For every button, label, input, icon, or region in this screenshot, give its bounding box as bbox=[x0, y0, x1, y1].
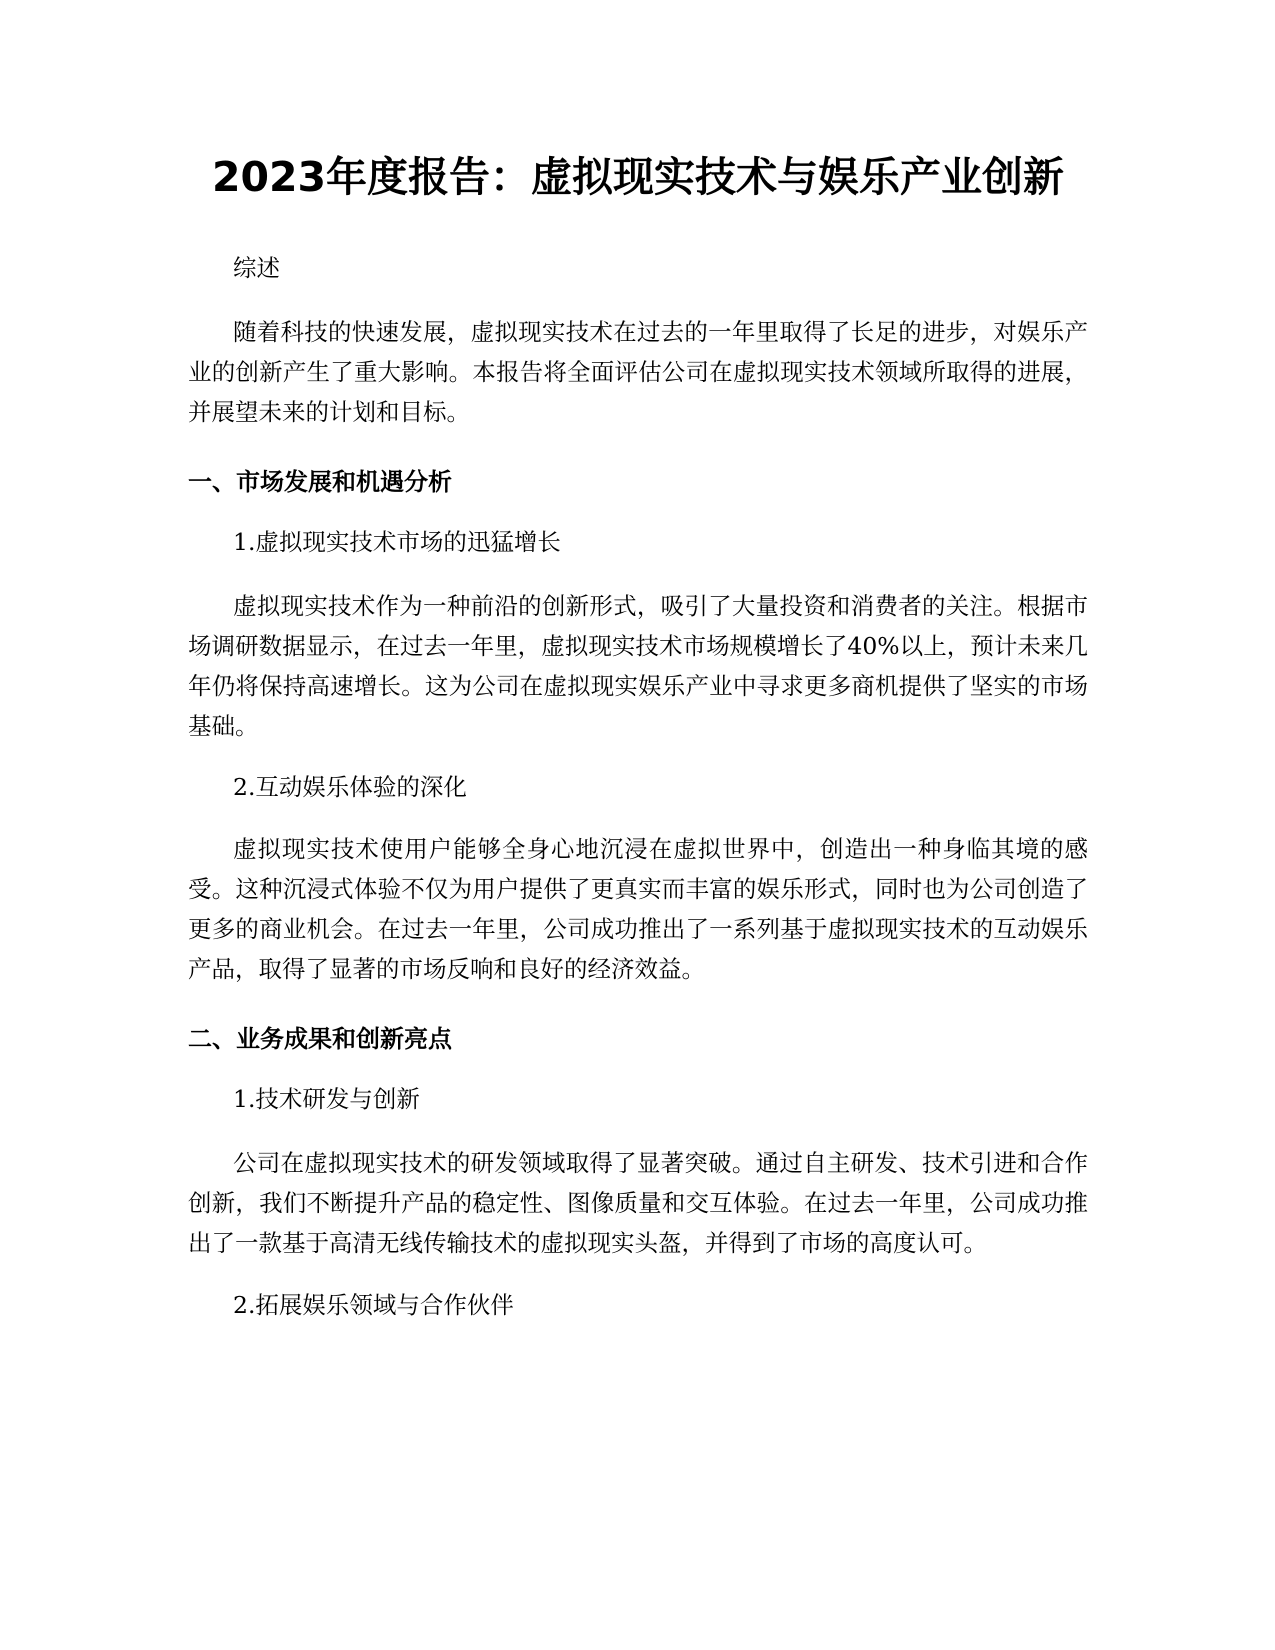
overview-label: 综述 bbox=[233, 254, 280, 282]
subsection-heading-partners: 2.拓展娱乐领域与合作伙伴 bbox=[233, 1291, 514, 1319]
subsection-heading-tech-rd: 1.技术研发与创新 bbox=[233, 1085, 420, 1113]
document-title bbox=[188, 140, 1088, 214]
subsection-heading-interactive-experience: 2.互动娱乐体验的深化 bbox=[233, 773, 467, 801]
paragraph-interactive-experience: 虚拟现实技术使用户能够全身心地沉浸在虚拟世界中，创造出一种身临其境的感受。这种沉浸式体验不仅为用户提供了更真实而丰富的娱乐形式，同时也为公司创造了更多的商业机会。在过去一年里，公司成功推出了一系列基于虚拟现实技术的互动娱乐产品，取得了显著的市场反响和良好的经济效益。 bbox=[188, 835, 1088, 983]
paragraph-market-growth: 虚拟现实技术作为一种前沿的创新形式，吸引了大量投资和消费者的关注。根据市场调研数据显示，在过去一年里，虚拟现实技术市场规模增长了40%以上，预计未来几年仍将保持高速增长。这为公司在虚拟现实娱乐产业中寻求更多商机提供了坚实的市场基础。 bbox=[188, 592, 1088, 740]
section-heading-market: 一、市场发展和机遇分析 bbox=[188, 468, 452, 496]
section-heading-business-results: 二、业务成果和创新亮点 bbox=[188, 1025, 452, 1053]
subsection-heading-market-growth: 1.虚拟现实技术市场的迅猛增长 bbox=[233, 528, 561, 556]
document-page bbox=[188, 140, 1088, 1325]
overview-paragraph: 随着科技的快速发展，虚拟现实技术在过去的一年里取得了长足的进步，对娱乐产业的创新产生了重大影响。本报告将全面评估公司在虚拟现实技术领域所取得的进展，并展望未来的计划和目标。 bbox=[188, 318, 1088, 426]
document-title-text: 2023年度报告：虚拟现实技术与娱乐产业创新 bbox=[211, 153, 1065, 201]
paragraph-tech-rd: 公司在虚拟现实技术的研发领域取得了显著突破。通过自主研发、技术引进和合作创新，我们不断提升产品的稳定性、图像质量和交互体验。在过去一年里，公司成功推出了一款基于高清无线传输技术的虚拟现实头盔，并得到了市场的高度认可。 bbox=[188, 1149, 1088, 1257]
